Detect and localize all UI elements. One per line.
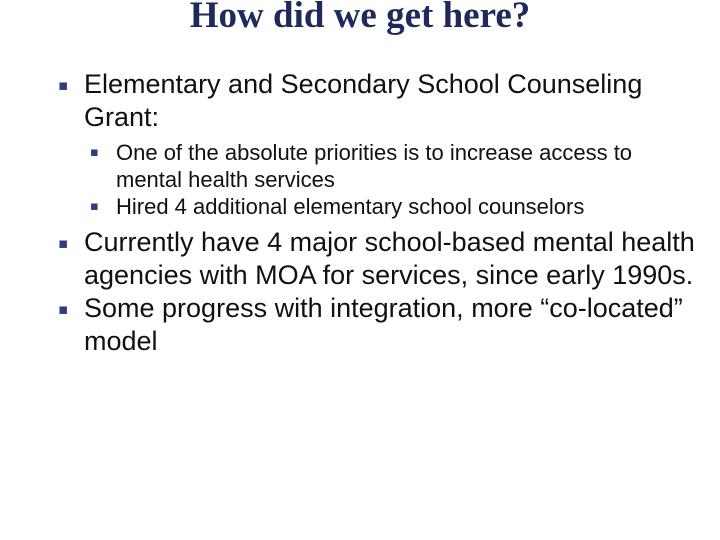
- square-bullet-icon: ▪: [58, 76, 69, 94]
- square-bullet-icon: ▪: [90, 145, 99, 160]
- bullet-text: Currently have 4 major school-based mental health agencies with MOA for services, since early 1990s.: [84, 227, 695, 290]
- sub-bullet-item: [90, 139, 698, 193]
- bullet-item: [58, 226, 698, 292]
- sub-bullet-text: One of the absolute priorities is to increase access to mental health services: [116, 140, 633, 192]
- sub-bullet-item: [90, 193, 698, 220]
- bullet-text: Some progress with integration, more “co-located” model: [84, 293, 683, 356]
- bullet-item: [58, 68, 698, 134]
- sub-bullet-list: [58, 139, 698, 220]
- sub-bullet-text: Hired 4 additional elementary school counselors: [116, 194, 585, 219]
- square-bullet-icon: ▪: [58, 300, 69, 318]
- bullet-item: [58, 292, 698, 358]
- bullet-list: [58, 68, 698, 358]
- bullet-text: Elementary and Secondary School Counseling Grant:: [84, 69, 643, 132]
- slide-title: How did we get here?: [189, 0, 531, 36]
- square-bullet-icon: ▪: [90, 199, 99, 214]
- square-bullet-icon: ▪: [58, 234, 69, 252]
